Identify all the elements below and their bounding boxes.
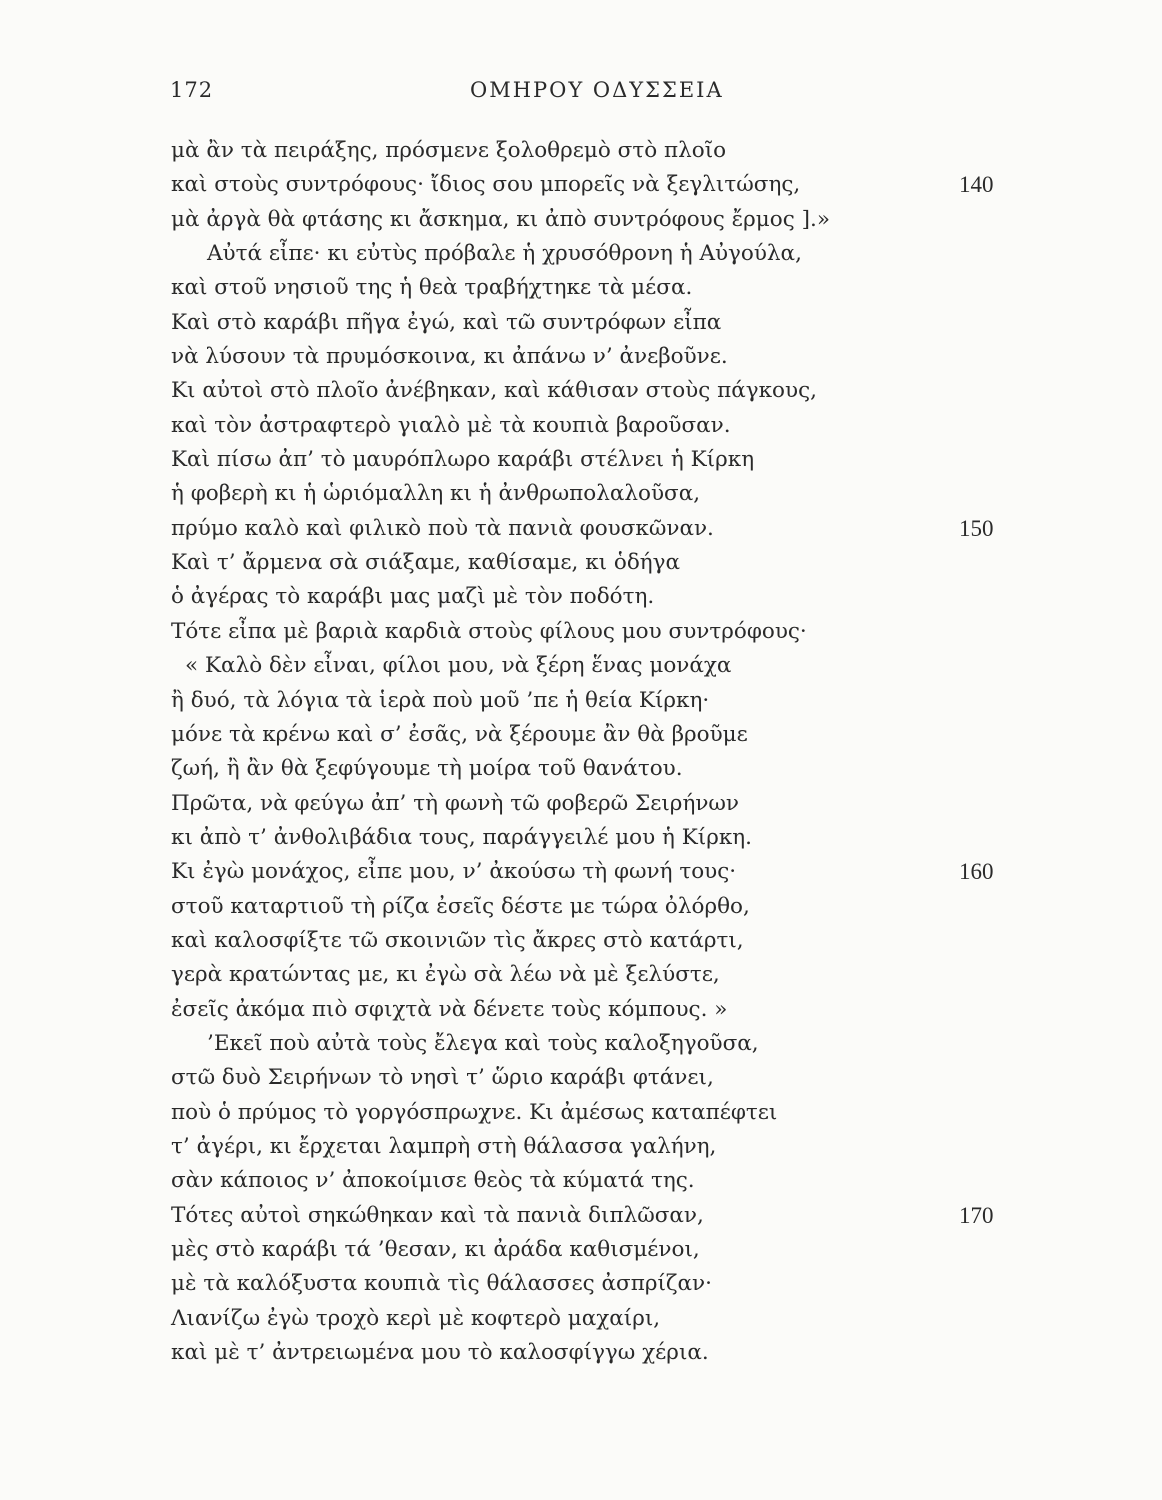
verse-line xyxy=(171,306,1011,340)
verse-line xyxy=(171,203,1011,237)
verse-text: Καὶ πίσω ἀπ’ τὸ μαυρόπλωρο καράβι στέλνει ἡ Κίρκη xyxy=(171,447,755,473)
verse-line xyxy=(171,340,1011,374)
verse-text: ζωή, ἢ ἂν θὰ ξεφύγουμε τὴ μοίρα τοῦ θανάτου. xyxy=(171,756,683,782)
verse-line xyxy=(171,134,1011,168)
verse-text: ποὺ ὁ πρύμος τὸ γοργόσπρωχνε. Κι ἀμέσως καταπέφτει xyxy=(171,1099,778,1125)
verse-text: μὲ τὰ καλόξυστα κουπιὰ τὶς θάλασσες ἀσπρίζαν· xyxy=(171,1271,712,1297)
verse-line xyxy=(171,787,1011,821)
verse-text: ἡ φοβερὴ κι ἡ ὡριόμαλλη κι ἡ ἀνθρωπολαλοῦσα, xyxy=(171,481,701,507)
verse-line xyxy=(171,409,1011,443)
verse-text: Αὐτά εἶπε· κι εὐτὺς πρόβαλε ἡ χρυσόθρονη ἡ Αὐγούλα, xyxy=(207,241,802,267)
verse-line xyxy=(171,168,1011,202)
verse-text: νὰ λύσουν τὰ πρυμόσκοινα, κι ἀπάνω ν’ ἀνεβοῦνε. xyxy=(171,344,728,370)
verse-line xyxy=(171,1164,1011,1198)
verse-text: ἢ δυό, τὰ λόγια τὰ ἱερὰ ποὺ μοῦ ’πε ἡ θεία Κίρκη· xyxy=(171,687,710,713)
verse-text: καὶ στοὺς συντρόφους· ἴδιος σου μπορεῖς νὰ ξεγλιτώσης, xyxy=(171,172,801,198)
verse-line xyxy=(171,1130,1011,1164)
verse-text: γερὰ κρατώντας με, κι ἐγὼ σὰ λέω νὰ μὲ ξελύστε, xyxy=(171,962,720,988)
verse-text: « Καλὸ δὲν εἶναι, φίλοι μου, νὰ ξέρη ἕνας μονάχα xyxy=(185,653,732,679)
line-number: 170 xyxy=(959,1202,994,1228)
verse-text: μὰ ἀργὰ θὰ φτάσης κι ἄσκημα, κι ἀπὸ συντρόφους ἔρμος ].» xyxy=(171,206,830,232)
verse-text: ἐσεῖς ἀκόμα πιὸ σφιχτὰ νὰ δένετε τοὺς κόμπους. » xyxy=(171,996,728,1022)
verse-text: ὁ ἀγέρας τὸ καράβι μας μαζὶ μὲ τὸν ποδότη. xyxy=(171,584,655,610)
verse-text: κι ἀπὸ τ’ ἀνθολιβάδια τους, παράγγειλέ μου ἡ Κίρκη. xyxy=(171,824,753,850)
verse-text: τ’ ἀγέρι, κι ἔρχεται λαμπρὴ στὴ θάλασσα γαλήνη, xyxy=(171,1133,717,1159)
verse-line xyxy=(171,993,1011,1027)
verse-text: καὶ στοῦ νησιοῦ της ἡ θεὰ τραβήχτηκε τὰ μέσα. xyxy=(171,275,693,301)
verse-line xyxy=(171,752,1011,786)
verse-text: στοῦ καταρτιοῦ τὴ ρίζα ἐσεῖς δέστε με τώρα ὀλόρθο, xyxy=(171,893,750,919)
page-number: 172 xyxy=(170,78,214,102)
verse-text: Καὶ τ’ ἄρμενα σὰ σιάξαμε, καθίσαμε, κι ὁδήγα xyxy=(171,550,681,576)
verse-line xyxy=(171,1267,1011,1301)
verse-text: Τότε εἶπα μὲ βαριὰ καρδιὰ στοὺς φίλους μου συντρόφους· xyxy=(171,618,807,644)
verse-text: μόνε τὰ κρένω καὶ σ’ ἐσᾶς, νὰ ξέρουμε ἂν θὰ βροῦμε xyxy=(171,721,748,747)
verse-text: σὰν κάποιος ν’ ἀποκοίμισε θεὸς τὰ κύματά της. xyxy=(171,1168,695,1194)
verse-text: ’Εκεῖ ποὺ αὐτὰ τοὺς ἔλεγα καὶ τοὺς καλοξηγοῦσα, xyxy=(207,1030,759,1056)
verse-text: καὶ τὸν ἀστραφτερὸ γιαλὸ μὲ τὰ κουπιὰ βαροῦσαν. xyxy=(171,412,731,438)
page-header xyxy=(170,78,1010,114)
verse-line xyxy=(171,1336,1011,1370)
poem-text xyxy=(171,134,1011,1370)
verse-text: Τότες αὐτοὶ σηκώθηκαν καὶ τὰ πανιὰ διπλῶσαν, xyxy=(171,1202,704,1228)
verse-line xyxy=(171,512,1011,546)
verse-text: πρύμο καλὸ καὶ φιλικὸ ποὺ τὰ πανιὰ φουσκῶναν. xyxy=(171,515,714,541)
verse-text: Κι αὐτοὶ στὸ πλοῖο ἀνέβηκαν, καὶ κάθισαν στοὺς πάγκους, xyxy=(171,378,817,404)
verse-text: μὲς στὸ καράβι τά ’θεσαν, κι ἀράδα καθισμένοι, xyxy=(171,1237,700,1262)
verse-line xyxy=(171,1096,1011,1130)
verse-text: καὶ καλοσφίξτε τῶ σκοινιῶν τὶς ἄκρες στὸ κατάρτι, xyxy=(171,927,744,953)
verse-line xyxy=(171,271,1011,305)
verse-text: στῶ δυὸ Σειρήνων τὸ νησὶ τ’ ὥριο καράβι φτάνει, xyxy=(171,1065,714,1091)
running-title: ΟΜΗΡΟΥ ΟΔΥΣΣΕΙΑ xyxy=(470,78,724,102)
verse-line xyxy=(171,1199,1011,1233)
line-number: 150 xyxy=(959,515,994,541)
verse-text: Κι ἐγὼ μονάχος, εἶπε μου, ν’ ἀκούσω τὴ φωνή τους· xyxy=(171,859,737,885)
verse-line xyxy=(171,649,1011,683)
verse-text: καὶ μὲ τ’ ἀντρειωμένα μου τὸ καλοσφίγγω χέρια. xyxy=(171,1340,709,1366)
verse-line xyxy=(171,1302,1011,1336)
verse-text: Λιανίζω ἐγὼ τροχὸ κερὶ μὲ κοφτερὸ μαχαίρι, xyxy=(171,1305,661,1331)
verse-line xyxy=(171,1233,1011,1267)
verse-line xyxy=(171,477,1011,511)
verse-line xyxy=(171,924,1011,958)
verse-line xyxy=(171,1061,1011,1095)
verse-line xyxy=(171,684,1011,718)
verse-line xyxy=(171,374,1011,408)
verse-text: μὰ ἂν τὰ πειράξης, πρόσμενε ξολοθρεμὸ στὸ πλοῖο xyxy=(171,138,727,163)
verse-line xyxy=(171,615,1011,649)
verse-line xyxy=(171,890,1011,924)
line-number: 160 xyxy=(959,859,994,885)
verse-line xyxy=(171,821,1011,855)
verse-line xyxy=(171,718,1011,752)
verse-line xyxy=(171,580,1011,614)
verse-text: Πρῶτα, νὰ φεύγω ἀπ’ τὴ φωνὴ τῶ φοβερῶ Σειρήνων xyxy=(171,790,739,816)
verse-line xyxy=(171,855,1011,889)
verse-line xyxy=(171,958,1011,992)
verse-line xyxy=(171,546,1011,580)
line-number: 140 xyxy=(959,172,994,198)
verse-line xyxy=(171,1027,1011,1061)
verse-line xyxy=(171,443,1011,477)
verse-text: Καὶ στὸ καράβι πῆγα ἐγώ, καὶ τῶ συντρόφων εἶπα xyxy=(171,309,722,335)
verse-line xyxy=(171,237,1011,271)
